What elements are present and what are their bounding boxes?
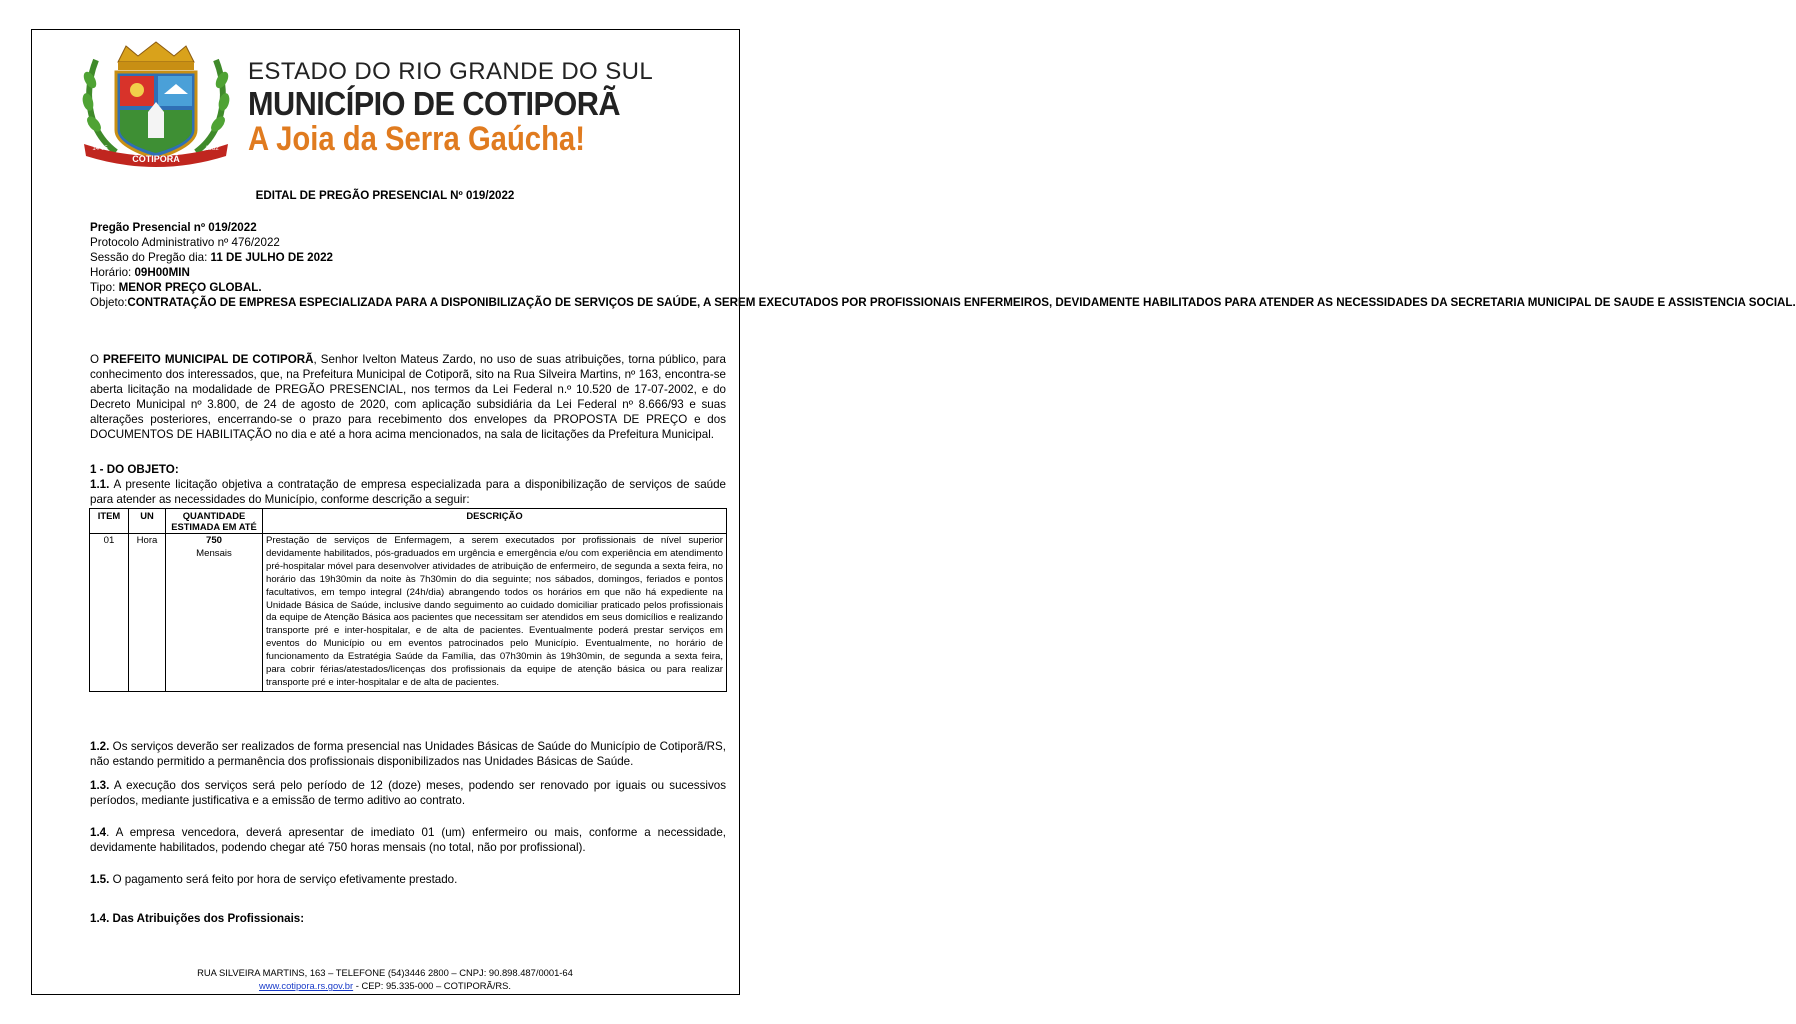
paragraph-1-4 xyxy=(90,825,726,855)
col-desc-header: DESCRIÇÃO xyxy=(263,509,727,534)
p15-num: 1.5. xyxy=(90,873,110,886)
header-municipality: MUNICÍPIO DE COTIPORÃ xyxy=(248,85,620,122)
intro-paragraph xyxy=(90,352,726,442)
subheading-text: 1.4. Das Atribuições dos Profissionais: xyxy=(90,912,305,925)
paragraph-1-3 xyxy=(90,778,726,808)
header-state: ESTADO DO RIO GRANDE DO SUL xyxy=(248,58,654,85)
intro-bold: PREFEITO MUNICIPAL DE COTIPORÃ xyxy=(103,353,314,366)
p13-text: A execução dos serviços será pelo período de 12 (doze) meses, podendo ser renovado por iguais ou sucessivos períodos, mediante justificativa e a emissão de termo aditivo ao contrato. xyxy=(90,779,726,807)
crest-right-year: 1982 xyxy=(205,146,219,152)
protocolo: Protocolo Administrativo nº 476/2022 xyxy=(90,236,280,249)
cell-desc: Prestação de serviços de Enfermagem, a serem executados por profissionais de nível superior devidamente habilitados, pós-graduados em urgência e emergência e/ou com experiência em atendimento pré-hospitalar móvel para desenvolver atividades de atribuição de enfermeiro, de segunda a sexta feira, no horário das 19h30min da noite às 7h30min do dia seguinte; nos sábados, domingos, feriados e pontos facultativos, em tempo integral (24h/dia) abrangendo todos os horários em que não há expediente na Unidade Básica de Saúde, inclusive dando seguimento ao cuidado domiciliar praticado pelos profissionais da equipe de Atenção Básica aos pacientes que necessitam ser atendidos em seus domicílios e realizando transporte pré e inter-hospitalar, e de alta de pacientes. Eventualmente poderá prestar serviços em eventos do Município ou em eventos patrocinados pelo Município. Eventualmente, no horário de funcionamento da Estratégia Saúde da Família, das 07h30min às 19h30min, de segunda a sexta feira, para cobrir férias/atestados/licenças dos profissionais da equipe de atenção básica ou para realizar transporte pré e inter-hospitalar e de alta de pacientes. xyxy=(263,534,727,692)
intro-rest: , Senhor Ivelton Mateus Zardo, no uso de suas atribuições, torna público, para conhecimento dos interessados, que, na Prefeitura Municipal de Cotiporã, sito na Rua Silveira Martins, nº 163, encontra-se aberta licitação na modalidade de PREGÃO PRESENCIAL, nos termos da Lei Federal n.º 10.520 de 17-07-2002, e do Decreto Municipal nº 3.800, de 24 de agosto de 2020, com aplicação subsidiária da Lei Federal nº 8.666/93 e suas alterações posteriores, encerrando-se o prazo para recebimento dos envelopes da PROPOSTA DE PREÇO e dos DOCUMENTOS DE HABILITAÇÃO no dia e até a hora acima mencionados, na sala de licitações da Prefeitura Municipal. xyxy=(90,353,726,441)
objeto-value: CONTRATAÇÃO DE EMPRESA ESPECIALIZADA PARA A DISPONIBILIZAÇÃO DE SERVIÇOS DE SAÚDE, A SEREM EXECUTADOS POR PROFISSIONAIS ENFERMEIROS, DEVIDAMENTE HABILITADOS PARA ATENDER AS NECESSIDADES DA SECRETARIA MUNICIPAL DE SAUDE E ASSISTENCIA SOCIAL. xyxy=(127,296,1796,309)
section-objeto xyxy=(90,462,726,507)
cell-item: 01 xyxy=(90,534,129,692)
col-item-header: ITEM xyxy=(90,509,129,534)
cell-qty xyxy=(166,534,263,692)
document-title: EDITAL DE PREGÃO PRESENCIAL Nº 019/2022 xyxy=(255,189,515,202)
table-row xyxy=(90,534,727,692)
footer xyxy=(0,966,770,992)
qty-unit: Mensais xyxy=(196,547,232,559)
p11-text: A presente licitação objetiva a contratação de empresa especializada para a disponibilização de serviços de saúde para atender as necessidades do Município, conforme descrição a seguir: xyxy=(90,478,726,506)
intro-prefix: O xyxy=(90,353,104,366)
sessao-label: Sessão do Pregão dia: xyxy=(90,251,211,264)
pregao-number: Pregão Presencial nº 019/2022 xyxy=(90,221,257,234)
footer-cep: - CEP: 95.335-000 – COTIPORÃ/RS. xyxy=(353,980,511,991)
objeto-label: Objeto: xyxy=(90,296,128,309)
tipo-value: MENOR PREÇO GLOBAL. xyxy=(118,281,262,294)
paragraph-1-5 xyxy=(90,872,726,887)
paragraph-1-2 xyxy=(90,739,726,769)
footer-address: RUA SILVEIRA MARTINS, 163 – TELEFONE (54)3446 2800 – CNPJ: 90.898.487/0001-64 xyxy=(197,967,573,978)
tipo-label: Tipo: xyxy=(90,281,119,294)
header-tagline: A Joia da Serra Gaúcha! xyxy=(248,120,585,158)
crest-banner-text: COTIPORÃ xyxy=(132,154,180,164)
info-block xyxy=(90,220,1796,310)
horario-label: Horário: xyxy=(90,266,135,279)
sessao-value: 11 DE JULHO DE 2022 xyxy=(210,251,333,264)
p13-num: 1.3. xyxy=(90,779,110,792)
footer-website-link[interactable]: www.cotipora.rs.gov.br xyxy=(258,980,354,991)
p11-num: 1.1. xyxy=(90,478,110,491)
p12-text: Os serviços deverão ser realizados de forma presencial nas Unidades Básicas de Saúde do Município de Cotiporã/RS, não estando permitido a permanência dos profissionais disponibilizados nas Unidades Básicas de Saúde. xyxy=(90,740,726,768)
crest-left-year: 14-05 xyxy=(92,146,108,152)
p14-num: 1.4 xyxy=(90,826,107,839)
cell-un: Hora xyxy=(129,534,166,692)
qty-value: 750 xyxy=(205,535,222,546)
section-heading: 1 - DO OBJETO: xyxy=(90,463,179,476)
horario-value: 09H00MIN xyxy=(134,266,190,279)
p15-text: O pagamento será feito por hora de serviço efetivamente prestado. xyxy=(109,873,458,886)
subheading-atribuicoes xyxy=(90,911,726,926)
col-un-header: UN xyxy=(129,509,166,534)
col-qty-header: QUANTIDADE ESTIMADA EM ATÉ xyxy=(166,509,263,534)
p14-text: . A empresa vencedora, deverá apresentar de imediato 01 (um) enfermeiro ou mais, conforme a necessidade, devidamente habilitados, podendo chegar até 750 horas mensais (no total, não por profissional). xyxy=(90,826,726,854)
coat-of-arms-logo xyxy=(76,40,236,172)
p12-num: 1.2. xyxy=(90,740,110,753)
items-table xyxy=(89,508,727,692)
